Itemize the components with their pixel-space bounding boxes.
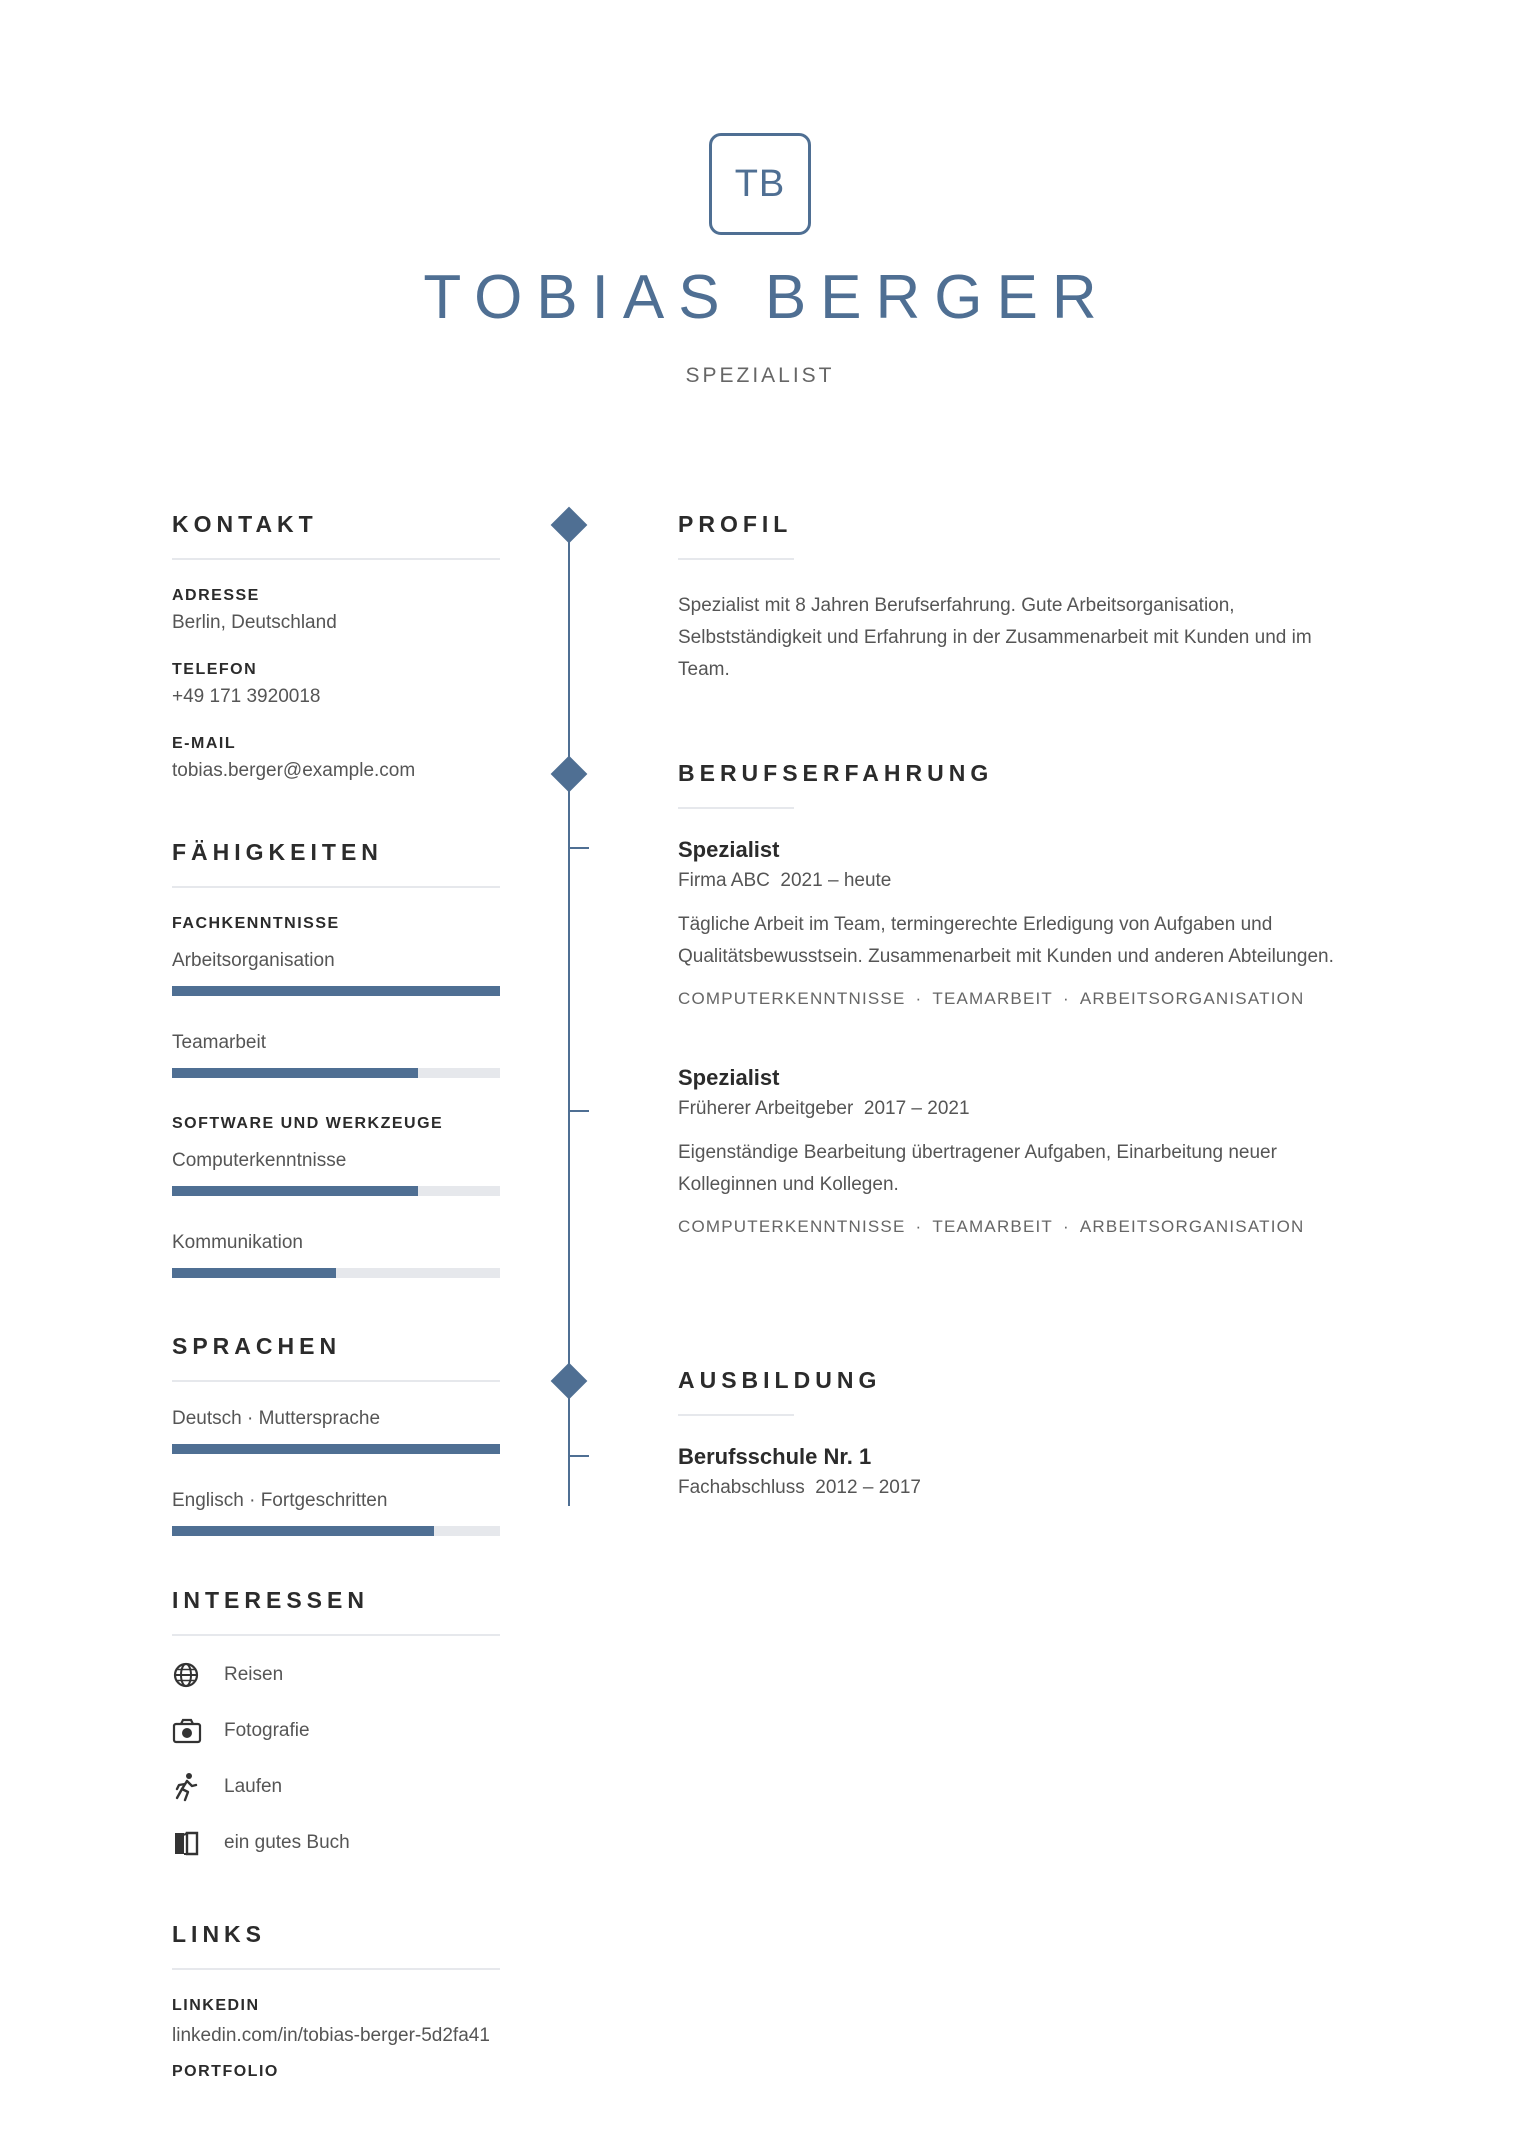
section-divider bbox=[172, 1968, 500, 1970]
interest-item bbox=[172, 1660, 500, 1690]
section-divider bbox=[172, 558, 500, 560]
interests-heading: INTERESSEN bbox=[172, 1587, 369, 1613]
language-bar-fill bbox=[172, 1444, 500, 1454]
skill-name: Arbeitsorganisation bbox=[172, 950, 335, 971]
section-divider bbox=[172, 886, 500, 888]
job-description: Eigenständige Bearbeitung übertragener Aufgaben, Einarbeitung neuer Kolleginnen und Kollegen. bbox=[678, 1142, 1277, 1195]
links-heading: LINKS bbox=[172, 1921, 266, 1947]
education-period: 2012 – 2017 bbox=[815, 1477, 921, 1498]
language-name: Deutsch · Muttersprache bbox=[172, 1408, 381, 1429]
book-icon bbox=[172, 1828, 204, 1858]
language-bar-fill bbox=[172, 1526, 434, 1536]
job-description: Tägliche Arbeit im Team, termingerechte Erledigung von Aufgaben und Qualitätsbewusstsein. Zusammenarbeit mit Kunden und anderen Abteilungen. bbox=[678, 914, 1334, 967]
degree: Fachabschluss bbox=[678, 1477, 805, 1498]
monogram-badge bbox=[709, 133, 811, 235]
section-divider bbox=[172, 1380, 500, 1382]
timeline-tick bbox=[569, 1455, 589, 1457]
address-value: Berlin, Deutschland bbox=[172, 612, 337, 633]
language-name: Englisch · Fortgeschritten bbox=[172, 1490, 388, 1511]
job-period: 2021 – heute bbox=[780, 870, 892, 891]
education-section bbox=[678, 1366, 1358, 1502]
job-entry bbox=[678, 835, 1358, 1011]
skill-bar-fill bbox=[172, 986, 500, 996]
phone-label: TELEFON bbox=[172, 661, 258, 678]
languages-heading: SPRACHEN bbox=[172, 1333, 342, 1359]
skill-name: Kommunikation bbox=[172, 1232, 303, 1253]
skill-bar bbox=[172, 986, 500, 996]
portfolio-label: PORTFOLIO bbox=[172, 2063, 279, 2080]
language-bar bbox=[172, 1526, 500, 1536]
education-entry bbox=[678, 1442, 1358, 1502]
skill-bar-fill bbox=[172, 1268, 336, 1278]
interest-item bbox=[172, 1716, 500, 1746]
job-company: Firma ABC bbox=[678, 870, 770, 891]
timeline-tick bbox=[569, 847, 589, 849]
camera-icon bbox=[172, 1716, 204, 1746]
skill-bar bbox=[172, 1186, 500, 1196]
job-tags: COMPUTERKENNTNISSE · TEAMARBEIT · ARBEITSORGANISATION bbox=[678, 1217, 1305, 1236]
timeline-tick bbox=[569, 1110, 589, 1112]
job-tag: TEAMARBEIT bbox=[932, 1217, 1054, 1236]
job-title: Spezialist bbox=[678, 1065, 780, 1090]
skill-group-label: FACHKENNTNISSE bbox=[172, 915, 340, 932]
address-label: ADRESSE bbox=[172, 587, 260, 604]
skill-bar-fill bbox=[172, 1186, 418, 1196]
section-divider bbox=[678, 807, 794, 809]
job-tag: ARBEITSORGANISATION bbox=[1079, 989, 1305, 1008]
phone-value[interactable]: +49 171 3920018 bbox=[172, 686, 321, 707]
interest-label: Laufen bbox=[224, 1776, 283, 1797]
job-period: 2017 – 2021 bbox=[863, 1098, 970, 1119]
interests-section bbox=[172, 1586, 500, 1858]
job-tag: COMPUTERKENNTNISSE bbox=[678, 989, 906, 1008]
languages-section bbox=[172, 1332, 500, 1536]
interest-item bbox=[172, 1828, 500, 1858]
interest-label: Reisen bbox=[224, 1664, 284, 1685]
skill-bar bbox=[172, 1268, 500, 1278]
job-tag: ARBEITSORGANISATION bbox=[1079, 1217, 1305, 1236]
section-divider bbox=[172, 1634, 500, 1636]
person-title: SPEZIALIST bbox=[685, 364, 835, 387]
job-entry bbox=[678, 1063, 1358, 1239]
skills-heading: FÄHIGKEITEN bbox=[172, 839, 383, 865]
timeline-diamond-profile bbox=[551, 507, 588, 544]
skill-group-label: SOFTWARE UND WERKZEUGE bbox=[172, 1115, 444, 1132]
profile-heading: PROFIL bbox=[678, 511, 793, 537]
job-company: Früherer Arbeitgeber bbox=[678, 1098, 854, 1119]
left-column bbox=[172, 510, 500, 2082]
job-meta bbox=[678, 867, 1358, 895]
contact-heading: KONTAKT bbox=[172, 511, 318, 537]
school-name: Berufsschule Nr. 1 bbox=[678, 1444, 872, 1469]
linkedin-link[interactable]: linkedin.com/in/tobias-berger-5d2fa41 bbox=[172, 2025, 490, 2046]
globe-icon bbox=[172, 1660, 204, 1690]
job-tags: COMPUTERKENNTNISSE · TEAMARBEIT · ARBEITSORGANISATION bbox=[678, 989, 1305, 1008]
education-heading: AUSBILDUNG bbox=[678, 1367, 882, 1393]
timeline-diamond-experience bbox=[551, 756, 588, 793]
experience-heading: BERUFSERFAHRUNG bbox=[678, 760, 994, 786]
timeline-line bbox=[568, 526, 570, 1506]
running-icon bbox=[172, 1772, 204, 1802]
linkedin-label: LINKEDIN bbox=[172, 1997, 260, 2014]
education-meta bbox=[678, 1474, 1358, 1502]
profile-text: Spezialist mit 8 Jahren Berufserfahrung. Gute Arbeitsorganisation, Selbstständigkeit und Erfahrung in der Zusammenarbeit mit Kunden und im Team. bbox=[678, 595, 1312, 680]
skills-section bbox=[172, 838, 500, 1278]
section-divider bbox=[678, 558, 794, 560]
skill-bar bbox=[172, 1068, 500, 1078]
person-name: TOBIAS BERGER bbox=[423, 263, 1111, 332]
interest-item bbox=[172, 1772, 500, 1802]
job-meta bbox=[678, 1095, 1358, 1123]
section-divider bbox=[678, 1414, 794, 1416]
links-section bbox=[172, 1920, 500, 2082]
job-tag: TEAMARBEIT bbox=[932, 989, 1054, 1008]
profile-section bbox=[678, 510, 1358, 686]
skill-bar-fill bbox=[172, 1068, 418, 1078]
skill-name: Teamarbeit bbox=[172, 1032, 266, 1053]
monogram-text: TB bbox=[734, 162, 786, 205]
skill-name: Computerkenntnisse bbox=[172, 1150, 347, 1171]
email-value[interactable]: tobias.berger@example.com bbox=[172, 760, 416, 781]
experience-section bbox=[678, 759, 1358, 1239]
contact-section bbox=[172, 510, 500, 784]
interest-label: Fotografie bbox=[224, 1720, 310, 1741]
job-tag: COMPUTERKENNTNISSE bbox=[678, 1217, 906, 1236]
job-title: Spezialist bbox=[678, 837, 780, 862]
language-bar bbox=[172, 1444, 500, 1454]
email-label: E-MAIL bbox=[172, 735, 237, 752]
timeline-diamond-education bbox=[551, 1363, 588, 1400]
interest-label: ein gutes Buch bbox=[224, 1832, 350, 1853]
